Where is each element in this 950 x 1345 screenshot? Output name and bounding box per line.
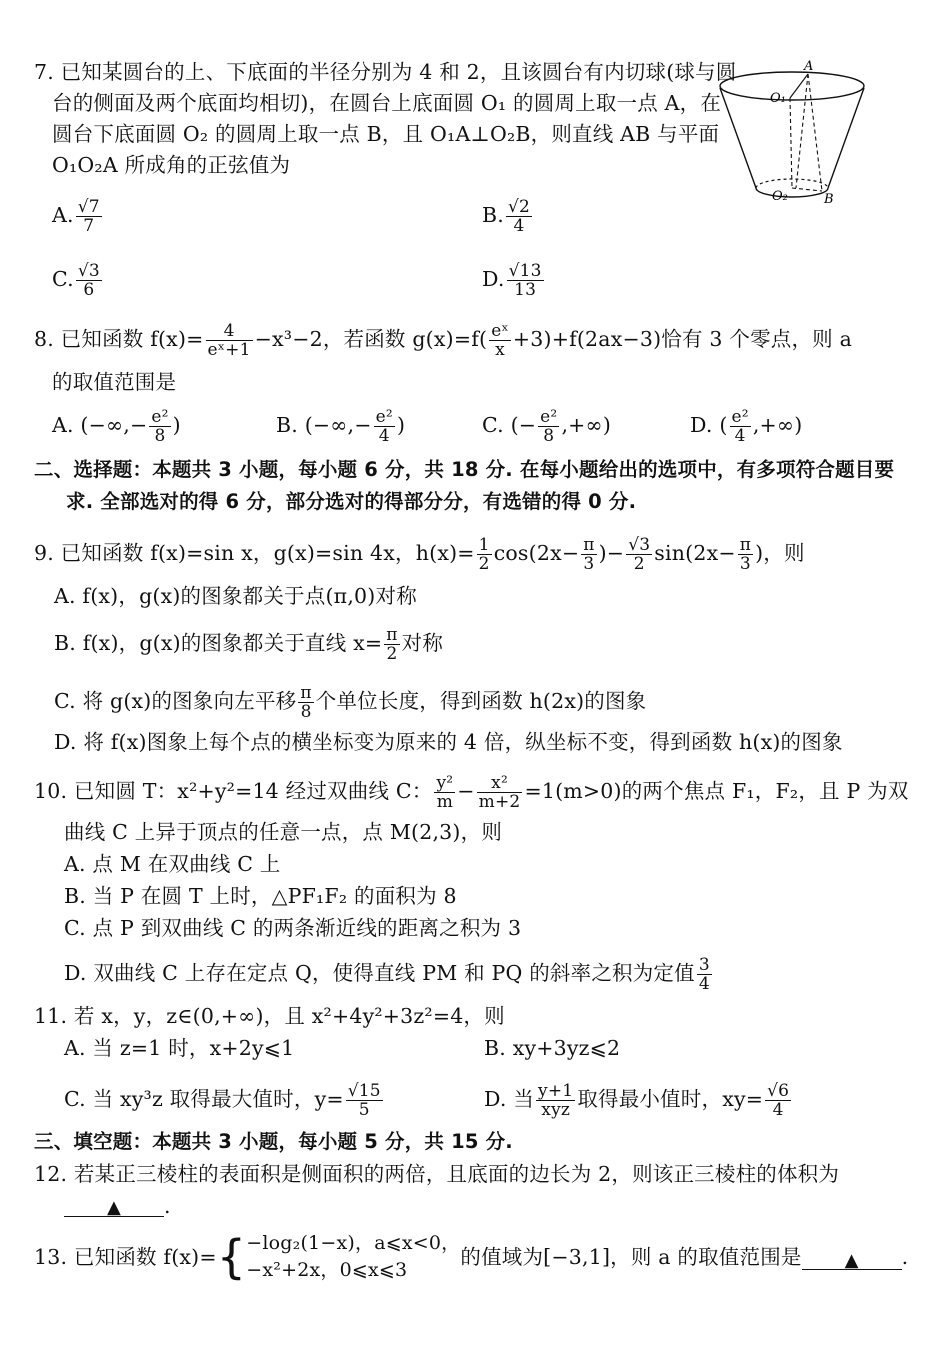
figure-label-a: A <box>804 59 814 74</box>
q13-stem: 13. 已知函数 f(x)={ −log₂(1−x)，a⩽x<0， −x²+2x，0⩽x⩽3 的值域为[−3,1]，则 a 的取值范围是 ▲ . <box>34 1230 909 1284</box>
q11-option-a: A. 当 z=1 时，x+2y⩽1 <box>64 1036 295 1060</box>
q9-option-d: D. 将 f(x)图象上每个点的横坐标变为原来的 4 倍，纵坐标不变，得到函数 h(x)的图象 <box>54 730 843 754</box>
figure-label-o2: O₂ <box>772 189 788 204</box>
q10-stem-line1: 10. 已知圆 T：x²+y²=14 经过双曲线 C： $\frac{\text{y²}}{m}$ − $\frac{\text{x²}}{m+2}$ =1(m>0)的两个焦点 F₁，F₂，且 P 为双 <box>34 773 909 812</box>
q10-stem-line2: 曲线 C 上异于顶点的任意一点，点 M(2,3)，则 <box>64 820 503 844</box>
q9-option-b: B. f(x)，g(x)的图象都关于直线 x= $\frac{\pi}{2}$ 对称 <box>54 625 444 664</box>
q8-option-c: C. (− $\frac{\text{e²}}{8}$ ,+∞) <box>482 407 612 446</box>
q7-line2: 台的侧面及两个底面均相切)，在圆台上底面圆 O₁ 的圆周上取一点 A，在 <box>52 91 722 115</box>
q8-option-b: B. (−∞,− $\frac{\text{e²}}{4}$ ) <box>276 407 406 446</box>
q7-option-d: D. $\frac{√13}{13}$ <box>482 261 542 300</box>
q8-line2: 的取值范围是 <box>52 370 177 394</box>
q9-option-a: A. f(x)，g(x)的图象都关于点(π,0)对称 <box>54 584 417 608</box>
figure-label-b: B <box>824 192 834 207</box>
figure-label-o1: O₁ <box>770 91 786 106</box>
q10-option-c: C. 点 P 到双曲线 C 的两条渐近线的距离之积为 3 <box>64 916 522 940</box>
q11-option-c: C. 当 xy³z 取得最大值时，y= $\frac{√15}{5}$ <box>64 1081 381 1120</box>
q7-option-c: C. $\frac{√3}{6}$ <box>52 261 100 300</box>
q7-option-a: A. $\frac{√7}{7}$ <box>52 197 100 236</box>
q10-option-d: D. 双曲线 C 上存在定点 Q，使得直线 PM 和 PQ 的斜率之积为定值 $\frac{3}{4}$ <box>64 955 710 994</box>
q9-option-c: C. 将 g(x)的图象向左平移 $\frac{\pi}{8}$ 个单位长度，得到函数 h(2x)的图象 <box>54 683 647 722</box>
q12-answer: ▲ . <box>64 1192 171 1220</box>
q7-option-b: B. $\frac{√2}{4}$ <box>482 197 531 236</box>
q11-stem: 11. 若 x，y，z∈(0,+∞)，且 x²+4y²+3z²=4，则 <box>34 1004 505 1028</box>
q8-line1: 8. 已知函数 f(x)= $\frac{4}{\text{eˣ+1}}$ −x³−2，若函数 g(x)=f( $\frac{\text{eˣ}}{x}$ +3)+f(2ax−3)恰有 3 个零点，则 a <box>34 321 853 360</box>
q10-option-a: A. 点 M 在双曲线 C 上 <box>64 852 281 876</box>
q13-answer-blank[interactable]: ▲ <box>802 1245 902 1270</box>
frustum-figure <box>712 58 872 208</box>
q9-stem: 9. 已知函数 f(x)=sin x，g(x)=sin 4x，h(x)= $\frac{1}{2}$ cos(2x− $\frac{\pi}{3}$ )− $\frac{√3}{2}$ sin(2x− $\frac{\pi}{3}$ )，则 <box>34 535 805 574</box>
q10-option-b: B. 当 P 在圆 T 上时，△PF₁F₂ 的面积为 8 <box>64 884 457 908</box>
section-2-header-line1: 二、选择题：本题共 3 小题，每小题 6 分，共 18 分. 在每小题给出的选项中，有多项符合题目要 <box>34 458 895 481</box>
q8-option-d: D. ( $\frac{\text{e²}}{4}$ ,+∞) <box>690 407 803 446</box>
q12-stem: 12. 若某正三棱柱的表面积是侧面积的两倍，且底面的边长为 2，则该正三棱柱的体积为 <box>34 1162 840 1186</box>
q11-option-b: B. xy+3yz⩽2 <box>484 1036 621 1060</box>
q7-line3: 圆台下底面圆 O₂ 的圆周上取一点 B，且 O₁A⊥O₂B，则直线 AB 与平面 <box>52 122 720 146</box>
section-3-header: 三、填空题：本题共 3 小题，每小题 5 分，共 15 分. <box>34 1130 513 1153</box>
q12-answer-blank[interactable]: ▲ <box>64 1192 164 1217</box>
q8-option-a: A. (−∞,− $\frac{\text{e²}}{8}$ ) <box>52 407 181 446</box>
q7-line1: 7. 已知某圆台的上、下底面的半径分别为 4 和 2，且该圆台有内切球(球与圆 <box>34 60 737 84</box>
section-2-header-line2: 求. 全部选对的得 6 分，部分选对的得部分分，有选错的得 0 分. <box>66 490 637 513</box>
q7-line4: O₁O₂A 所成角的正弦值为 <box>52 153 291 177</box>
q11-option-d: D. 当 $\frac{y+1}{\text{xyz}}$ 取得最小值时，xy= $\frac{√6}{4}$ <box>484 1081 790 1120</box>
